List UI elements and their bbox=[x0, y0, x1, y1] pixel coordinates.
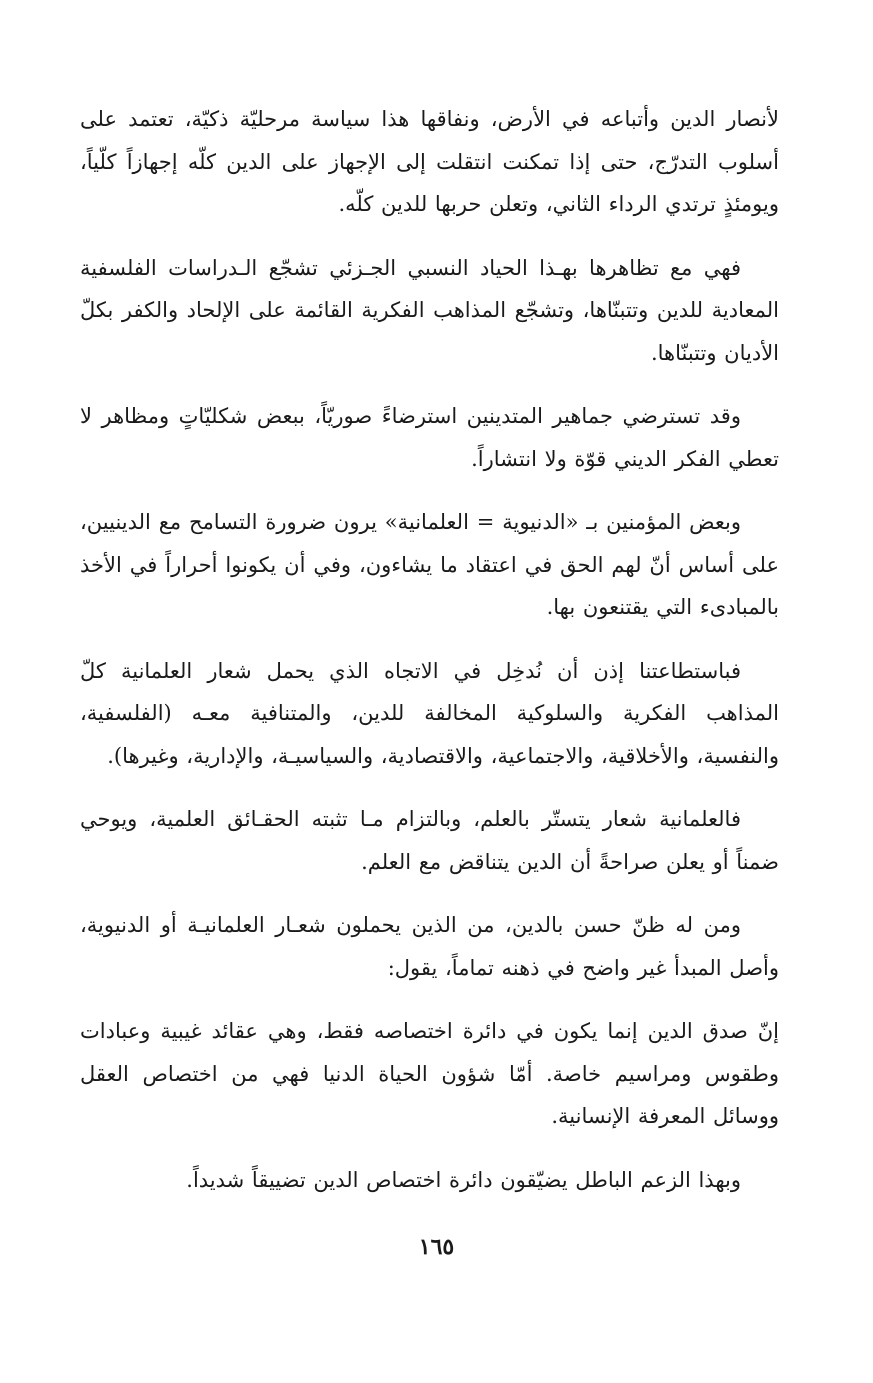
paragraph-continuation: لأنصار الدين وأتباعه في الأرض، ونفاقها هذا سياسة مرحليّة ذكيّة، تعتمد على أسلوب التدرّج، حتى إذا تمكنت انتقلت إلى الإجهاز على الدين كلّه إجهازاً كلّياً، ويومئذٍ ترتدي الرداء الثاني، وتعلن حربها للدين كلّه. bbox=[80, 107, 779, 216]
body-text bbox=[80, 98, 779, 1222]
paragraph: ومن له ظنّ حسن بالدين، من الذين يحملون شعـار العلمانيـة أو الدنيوية، وأصل المبدأ غير واضح في ذهنه تماماً، يقول: bbox=[80, 913, 779, 980]
paragraph: فالعلمانية شعار يتستّر بالعلم، وبالتزام مـا تثبته الحقـائق العلمية، ويوحي ضمناً أو يعلن صراحةً أن الدين يتناقض مع العلم. bbox=[80, 807, 779, 874]
paragraph: وبعض المؤمنين بـ «الدنيوية = العلمانية» يرون ضرورة التسامح مع الدينيين، على أساس أنّ لهم الحق في اعتقاد ما يشاءون، وفي أن يكونوا أحراراً في الأخذ بالمبادىء التي يقتنعون بها. bbox=[80, 510, 779, 619]
paragraph: فهي مع تظاهرها بهـذا الحياد النسبي الجـزئي تشجّع الـدراسات الفلسفية المعادية للدين وتتبنّاها، وتشجّع المذاهب الفكرية القائمة على الإلحاد والكفر بكلّ الأديان وتتبنّاها. bbox=[80, 255, 779, 365]
page-number: ١٦٥ bbox=[418, 1234, 455, 1260]
paragraph: وبهذا الزعم الباطل يضيّقون دائرة اختصاص الدين تضييقاً شديداً. bbox=[186, 1167, 741, 1192]
paragraph: فباستطاعتنا إذن أن نُدخِل في الاتجاه الذي يحمل شعار العلمانية كلّ المذاهب الفكرية والسلوكية المخالفة للدين، والمتنافية معـه (الفلسفية، والنفسية، والأخلاقية، والاجتماعية، والاقتصادية، والسياسيـة، والإدارية، وغيرها). bbox=[80, 658, 779, 768]
quoted-paragraph: إنّ صدق الدين إنما يكون في دائرة اختصاصه فقط، وهي عقائد غيبية وعبادات وطقوس ومراسيم خاصة. أمّا شؤون الحياة الدنيا فهي من اختصاص العقل ووسائل المعرفة الإنسانية. bbox=[80, 1019, 779, 1128]
paragraph: وقد تسترضي جماهير المتدينين استرضاءً صوريّاً، ببعض شكليّاتٍ ومظاهر لا تعطي الفكر الديني قوّة ولا انتشاراً. bbox=[80, 404, 779, 471]
book-page bbox=[0, 98, 873, 1383]
